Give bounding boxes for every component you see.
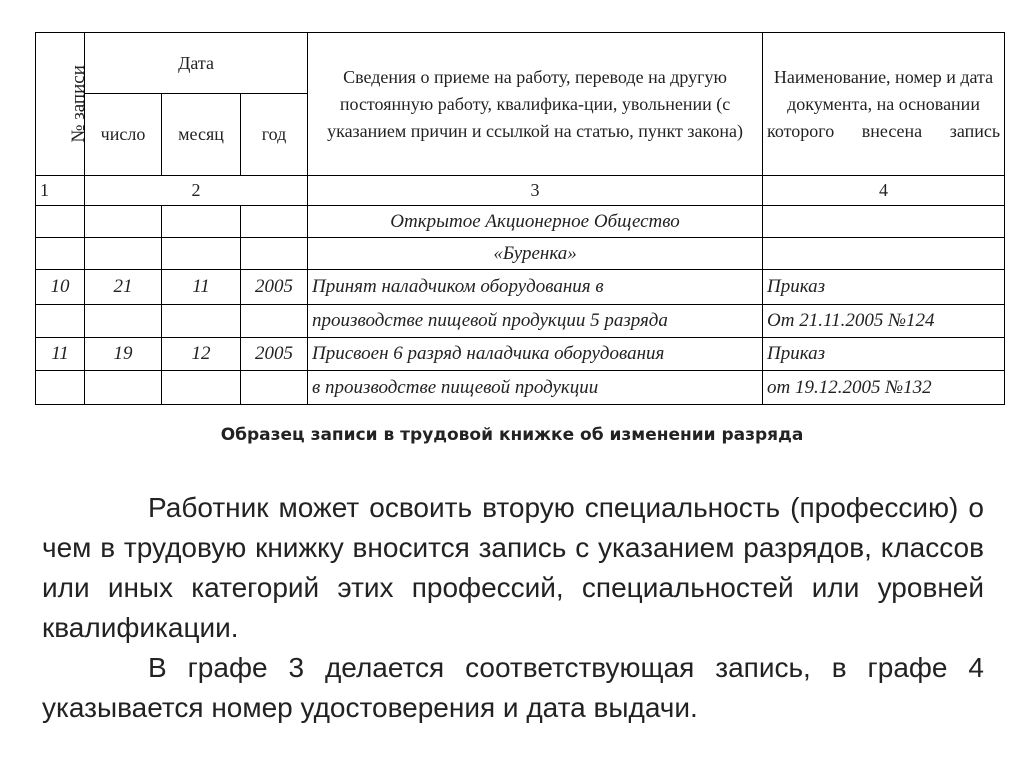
entry-document-line2: От 21.11.2005 №124 (763, 305, 1005, 338)
table-row (36, 338, 1005, 371)
cell-empty (85, 238, 162, 270)
entry-number: 11 (36, 338, 85, 371)
entry-info-line2: производстве пищевой продукции 5 разряда (308, 305, 763, 338)
cell-empty (241, 305, 308, 338)
column-number-3: 3 (308, 176, 763, 206)
column-number-4: 4 (763, 176, 1005, 206)
entry-year: 2005 (241, 270, 308, 305)
cell-empty (85, 305, 162, 338)
cell-empty (241, 238, 308, 270)
body-text (42, 488, 984, 728)
entry-month: 11 (162, 270, 241, 305)
cell-empty (85, 206, 162, 238)
entry-info-line2: в производстве пищевой продукции (308, 371, 763, 405)
header-document: Наименование, номер и дата документа, на основании которого внесена запись (763, 33, 1005, 176)
header-record-number (36, 33, 89, 176)
cell-empty (36, 238, 85, 270)
column-number-2: 2 (85, 176, 308, 206)
paragraph-2: В графе 3 делается соответствующая запись, в графе 4 указывается номер удостоверения и дата выдачи. (42, 652, 984, 723)
cell-empty (763, 238, 1005, 270)
table-row (36, 371, 1005, 405)
entry-info-line1: Присвоен 6 разряд наладчика оборудования (308, 338, 763, 371)
work-record-table (35, 32, 1005, 405)
cell-empty (36, 206, 85, 238)
cell-empty (162, 305, 241, 338)
entry-year: 2005 (241, 338, 308, 371)
table-row (36, 305, 1005, 338)
header-info: Сведения о приеме на работу, переводе на другую постоянную работу, квалифика-ции, увольнении (с указанием причин и ссылкой на статью, пункт закона) (308, 33, 763, 176)
company-name-line1: Открытое Акционерное Общество (308, 206, 763, 238)
company-name-line2: «Буренка» (308, 238, 763, 270)
table-row (36, 270, 1005, 305)
entry-document-line1: Приказ (763, 270, 1005, 305)
column-number-1: 1 (36, 176, 85, 206)
cell-empty (241, 206, 308, 238)
header-day: число (85, 94, 162, 176)
cell-empty (36, 305, 85, 338)
paragraph-1: Работник может освоить вторую специальность (профессию) о чем в трудовую книжку вносится запись с указанием разрядов, классов или иных категорий этих профессий, специальностей или уровней квалификации. (42, 492, 984, 643)
cell-empty (162, 371, 241, 405)
cell-empty (85, 371, 162, 405)
entry-day: 21 (85, 270, 162, 305)
header-year: год (241, 94, 308, 176)
entry-document-line2: от 19.12.2005 №132 (763, 371, 1005, 405)
entry-month: 12 (162, 338, 241, 371)
header-record-number-label: № записи (67, 65, 89, 143)
entry-document-line1: Приказ (763, 338, 1005, 371)
table-caption: Образец записи в трудовой книжке об изменении разряда (220, 425, 804, 445)
cell-empty (763, 206, 1005, 238)
cell-empty (241, 371, 308, 405)
entry-info-line1: Принят наладчиком оборудования в (308, 270, 763, 305)
entry-day: 19 (85, 338, 162, 371)
header-date: Дата (85, 33, 308, 94)
entry-number: 10 (36, 270, 85, 305)
cell-empty (162, 238, 241, 270)
cell-empty (162, 206, 241, 238)
header-month: месяц (162, 94, 241, 176)
cell-empty (36, 371, 85, 405)
